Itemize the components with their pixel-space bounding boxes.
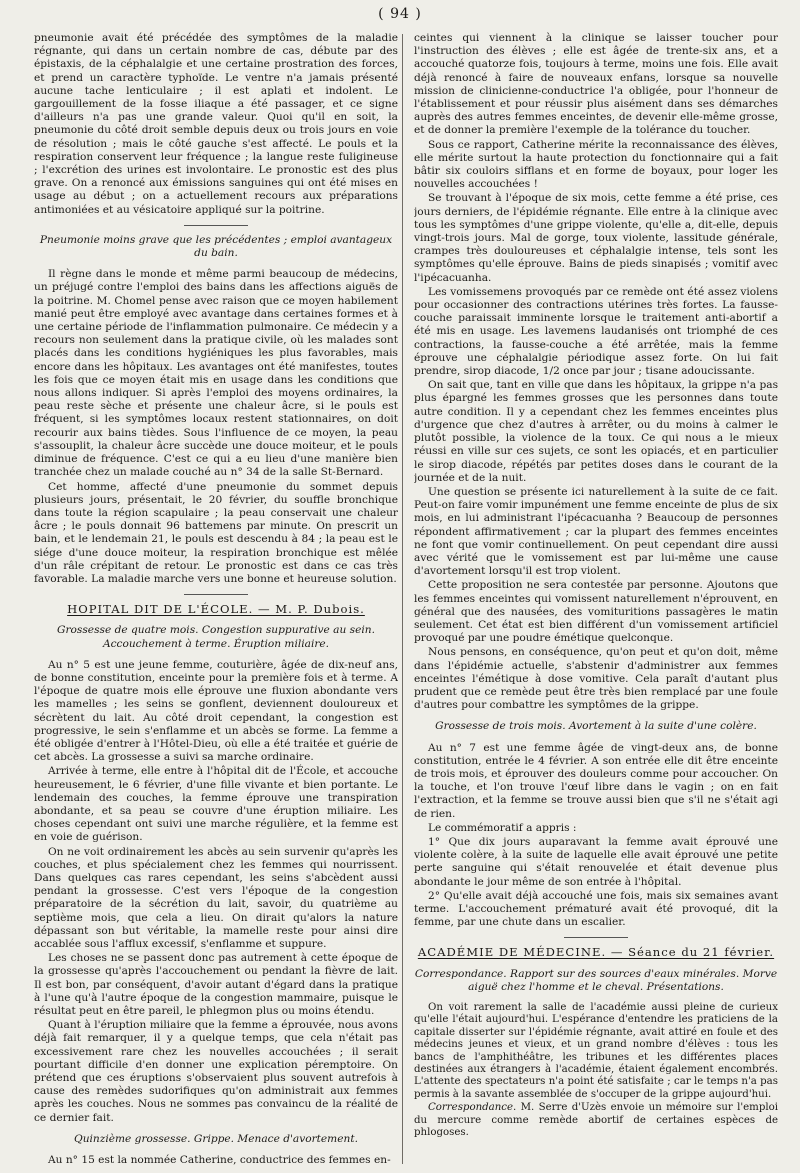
divider <box>184 594 248 595</box>
paragraph: Nous pensons, en conséquence, qu'on peut et qu'on doit, même dans l'épidémie actuelle, s'abstenir d'administrer aux femmes enceintes l'émétique à dose vomitive. Cela paraît d'autant plus prudent que ce remède peut être très bien remplacé par une foule d'autres pour combattre les symptômes de la grippe. <box>414 646 778 712</box>
divider <box>184 225 248 226</box>
paragraph: Arrivée à terme, elle entre à l'hôpital dit de l'École, et accouche heureusement, le 6 février, d'une fille vivante et bien portante. Le lendemain des couches, la femme éprouve une transpiration abondante, et sa peau se couvre d'une éruption miliaire. Les choses cependant ont suivi une marche régulière, et la femme est en voie de guérison. <box>34 765 398 844</box>
paragraph: pneumonie avait été précédée des symptômes de la maladie régnante, qui dans un certain nombre de cas, débute par des épistaxis, de la céphalalgie et une certaine prostration des forces, et prend un caractère typhoïde. Le ventre n'a jamais présenté aucune tache lenticulaire ; il est aplati et indolent. Le gargouillement de la fosse iliaque a été passager, et ce signe d'ailleurs n'a pas une grande valeur. Quoi qu'il en soit, la pneumonie du côté droit semble depuis deux ou trois jours en voie de résolution ; mais le côté gauche s'est affecté. Le pouls et la respiration conservent leur fréquence ; la langue reste fuligineuse ; l'excrétion des urines est involontaire. Le pronostic est des plus grave. On a renoncé aux émissions sanguines qui ont été mises en usage au début ; on a actuellement recours aux préparations antimoniées et au vésicatoire appliqué sur la poitrine. <box>34 32 398 216</box>
column-rule <box>402 34 403 1164</box>
paragraph: Au n° 5 est une jeune femme, couturière, âgée de dix-neuf ans, de bonne constitution, enceinte pour la première fois et à terme. A l'époque de quatre mois elle éprouve une fluxion abondante vers les mamelles ; les seins se gonflent, deviennent douloureux et sécrètent du lait. Au côté droit cependant, la congestion est progressive, le sein s'enflamme et un abcès se forme. La femme a été obligée d'entrer à l'Hôtel-Dieu, où elle a été traitée et guérie de cet abcès. La grossesse a suivi sa marche ordinaire. <box>34 658 398 764</box>
paragraph: On voit rarement la salle de l'académie aussi pleine de curieux qu'elle l'était aujourd'hui. L'espérance d'entendre les praticiens de la capitale disserter sur l'épidémie régnante, avait attiré en foule et des médecins jeunes et vieux, et un grand nombre d'élèves : tous les bancs de l'amphithéâtre, les tribunes et les différentes places destinées aux étrangers à l'académie, étaient également encombrés. L'attente des spectateurs n'a point été satisfaite ; car le temps n'a pas permis à la savante assemblée de s'occuper de la grippe aujourd'hui. <box>414 1002 778 1100</box>
left-column <box>34 32 398 1168</box>
page-number: ( 94 ) <box>378 6 422 22</box>
paragraph: Quant à l'éruption miliaire que la femme a éprouvée, nous avons déjà fait remarquer, il y a quelque temps, que cela n'était pas excessivement rare chez les nouvelles accouchées ; il serait pourtant difficile d'en donner une explication péremptoire. On prétend que ces éruptions s'observaient plus souvent autrefois à cause des remèdes sudorifiques qu'on administrait aux femmes après les couches. Nous ne sommes pas convaincu de la réalité de ce dernier fait. <box>34 1019 398 1124</box>
paragraph: Les choses ne se passent donc pas autrement à cette époque de la grossesse qu'après l'accouchement ou pendant la fièvre de lait. Il est bon, par conséquent, d'avoir autant d'égard dans la pratique à l'une qu'à l'autre époque de la congestion mammaire, puisque le résultat peut en être pareil, le phlegmon plus ou moins étendu. <box>34 952 398 1018</box>
subheading: Grossesse de trois mois. Avortement à la suite d'une colère. <box>435 720 757 733</box>
paragraph-text: M. Serre d'Uzès envoie un mémoire sur l'emploi du mercure comme remède abortif de certaines espèces de phlogoses. <box>414 1102 778 1139</box>
paragraph: 1° Que dix jours auparavant la femme avait éprouvé une violente colère, à la suite de laquelle elle avait éprouvé une petite perte sanguine qui s'était renouvelée et était devenue plus abondante le jour même de son entrée à l'hôpital. <box>414 835 778 888</box>
section-heading: ACADÉMIE DE MÉDECINE. — Séance du 21 février. <box>417 945 775 960</box>
paragraph: Se trouvant à l'époque de six mois, cette femme a été prise, ces jours derniers, de l'épidémie régnante. Elle entre à la clinique avec tous les symptômes d'une grippe violente, qu'elle a, dit-elle, depuis vingt-trois jours. Mal de gorge, toux violente, lassitude générale, crampes très douloureuses et céphalalgie intense, tels sont les symptômes qu'elle éprouve. Bains de pieds sinapisés ; vomitif avec l'ipécacuanha. <box>414 192 778 284</box>
divider <box>564 937 628 938</box>
paragraph: Une question se présente ici naturellement à la suite de ce fait. Peut-on faire vomir impunément une femme enceinte de plus de six mois, en lui administrant l'ipécacuanha ? Beaucoup de personnes répondent affirmativement ; car la plupart des femmes enceintes ne font que vomir continuellement. On peut cependant dire aussi avec vérité que le vomissement est par lui-même une cause d'avortement lorsqu'il est trop violent. <box>414 485 778 578</box>
subheading: Grossesse de quatre mois. Congestion suppurative au sein. Accouchement à terme. Éruption miliaire. <box>57 624 375 650</box>
paragraph: 2° Qu'elle avait déjà accouché une fois, mais six semaines avant terme. L'accouchement prématuré avait été provoqué, dit la femme, par une chute dans un escalier. <box>414 889 778 929</box>
paragraph: On ne voit ordinairement les abcès au sein survenir qu'après les couches, et plus spécialement chez les femmes qui nourrissent. Dans quelques cas rares cependant, les seins s'abcèdent aussi pendant la grossesse. C'est vers l'époque de la congestion préparatoire de la sécrétion du lait, savoir, du quatrième au septième mois, que cela a lieu. On dirait qu'alors la nature dépassant son but véritable, la mamelle reste pour ainsi dire accablée sous l'afflux excessif, s'enflamme et suppure. <box>34 845 398 950</box>
paragraph: Le commémoratif a appris : <box>428 821 577 834</box>
paragraph: Il règne dans le monde et même parmi beaucoup de médecins, un préjugé contre l'emploi des bains dans les affections aiguës de la poitrine. M. Chomel pense avec raison que ce moyen habilement manié peut être employé avec avantage dans certaines formes et à une certaine période de l'inflammation pulmonaire. Ce médecin y a recours non seulement dans la pratique civile, où les malades sont placés dans les conditions hygiéniques les plus favorables, mais encore dans les hôpitaux. Les avantages ont été manifestes, toutes les fois que ce moyen était mis en usage dans les conditions que nous allons indiquer. Si après l'emploi des moyens ordinaires, la peau reste sèche et présente une chaleur âcre, si le pouls est fréquent, si les symptômes locaux restent stationnaires, on doit recourir aux bains tièdes. Sous l'influence de ce moyen, la peau s'assouplit, la chaleur âcre succède une douce moiteur, et le pouls diminue de fréquence. C'est ce qui a eu lieu d'une manière bien tranchée chez un malade couché au n° 34 de la salle St-Bernard. <box>34 268 398 479</box>
paragraph: Les vomissemens provoqués par ce remède ont été assez violens pour occasionner des contractions utérines très fortes. La fausse-couche paraissait imminente lorsque le traitement anti-abortif a été mis en usage. Les lavemens laudanisés ont triomphé de ces contractions, la fausse-couche a été arrêtée, mais la femme éprouve une céphalalgie périodique assez forte. On lui fait prendre, sirop diacode, 1/2 once par jour ; tisane adoucissante. <box>414 285 778 378</box>
paragraph: ceintes qui viennent à la clinique se laisser toucher pour l'instruction des élèves ; elle est âgée de trente-six ans, et a accouché quatorze fois, toujours à terme, moins une fois. Elle avait déjà renoncé à faire de nouveaux enfans, lorsque sa nouvelle mission de clinicienne-conductrice l'a obligée, pour l'honneur de l'établissement et pour réussir plus aisément dans ses démarches auprès des autres femmes enceintes, de devenir elle-même grosse, et de donner la première l'exemple de la tolérance du toucher. <box>414 32 778 137</box>
section-heading: HOPITAL DIT DE L'ÉCOLE. — M. P. Dubois. <box>67 602 365 617</box>
paragraph: Cette proposition ne sera contestée par personne. Ajoutons que les femmes enceintes qui vomissent naturellement n'éprouvent, en général que des nausées, des vomituritions passagères le matin seulement. Cet état est bien différent d'un vomissement artificiel provoqué par une poudre émétique quelconque. <box>414 579 778 645</box>
subheading: Quinzième grossesse. Grippe. Menace d'avortement. <box>74 1132 358 1145</box>
subheading: Pneumonie moins grave que les précédentes ; emploi avantageux du bain. <box>39 233 393 260</box>
paragraph <box>414 1102 778 1139</box>
right-column <box>414 32 778 1168</box>
paragraph: Au n° 15 est la nommée Catherine, conductrice des femmes en- <box>48 1154 391 1167</box>
subheading: Correspondance. Rapport sur des sources d'eaux minérales. Morve aiguë chez l'homme et le cheval. Présentations. <box>414 967 778 993</box>
inline-label: Correspondance. <box>428 1102 517 1114</box>
paragraph: Cet homme, affecté d'une pneumonie du sommet depuis plusieurs jours, présentait, le 20 février, du souffle bronchique dans toute la région scapulaire ; la peau conservait une chaleur âcre ; le pouls donnait 96 battemens par minute. On prescrit un bain, et le lendemain 21, le pouls est descendu à 84 ; la peau est le siége d'une douce moiteur, la respiration bronchique est mêlée d'un râle crépitant de retour. Le pronostic est dans ce cas très favorable. La maladie marche vers une bonne et heureuse solution. <box>34 480 398 585</box>
paragraph: On sait que, tant en ville que dans les hôpitaux, la grippe n'a pas plus épargné les femmes grosses que les personnes dans toute autre condition. Il y a cependant chez les femmes enceintes plus d'urgence que chez d'autres à arrêter, ou du moins à calmer le plutôt possible, la violence de la toux. Ce qui nous a le mieux réussi en ville sur ces sujets, ce sont les opiacés, et en particulier le sirop diacode, répétés par petites doses dans le courant de la journée et de la nuit. <box>414 379 778 484</box>
paragraph: Au n° 7 est une femme âgée de vingt-deux ans, de bonne constitution, entrée le 4 février. A son entrée elle dit être enceinte de trois mois, et éprouver des douleurs comme pour accoucher. On la touche, et l'on trouve l'œuf libre dans le vagin ; on en fait l'extraction, et la femme se trouve aussi bien que s'il ne s'était agi de rien. <box>414 741 778 820</box>
paragraph: Sous ce rapport, Catherine mérite la reconnaissance des élèves, elle mérite surtout la haute protection du fonctionnaire qui a fait bâtir six couloirs sifflans et en forme de boyaux, pour loger les nouvelles accouchées ! <box>414 138 778 191</box>
